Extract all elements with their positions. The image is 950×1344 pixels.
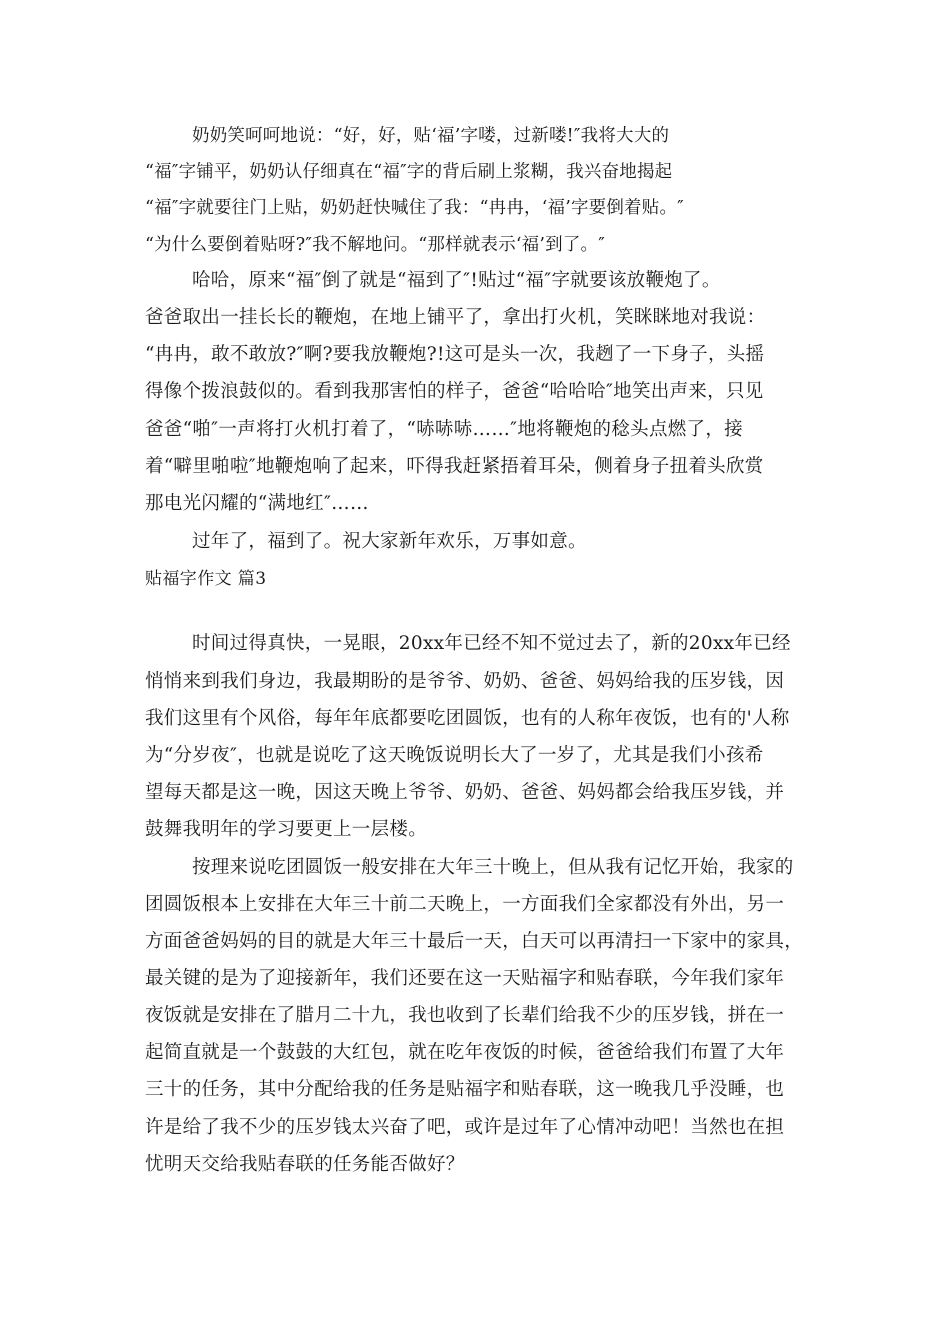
text-line: 按理来说吃团圆饭一般安排在大年三十晚上，但从我有记忆开始，我家的 <box>192 857 794 878</box>
text-line: “冉冉，敢不敢放?″啊?要我放鞭炮?!这可是头一次，我趔了一下身子，头摇 <box>145 344 765 365</box>
text-line: 我们这里有个风俗，每年年底都要吃团圆饭，也有的人称年夜饭，也有的'人称 <box>145 708 790 729</box>
text-line: 奶奶笑呵呵地说：“好，好，贴‘福’字喽，过新喽!″我将大大的 <box>192 126 670 146</box>
text-line: 三十的任务，其中分配给我的任务是贴福字和贴春联，这一晚我几乎没睡，也 <box>145 1079 785 1100</box>
text-line: 望每天都是这一晚，因这天晚上爷爷、奶奶、爸爸、妈妈都会给我压岁钱，并 <box>145 782 785 803</box>
text-line: “福″字就要往门上贴，奶奶赶快喊住了我：“冉冉，‘福’字要倒着贴。″ <box>145 198 684 218</box>
text-line: 哈哈，原来“福″倒了就是“福到了″!贴过“福″字就要该放鞭炮了。 <box>192 270 721 291</box>
text-line: 夜饭就是安排在了腊月二十九，我也收到了长辈们给我不少的压岁钱，拼在一 <box>145 1005 785 1026</box>
text-line: 爸爸取出一挂长长的鞭炮，在地上铺平了，拿出打火机，笑眯眯地对我说： <box>145 307 766 328</box>
text-line: 那电光闪耀的“满地红″…… <box>145 493 369 514</box>
text-line: 最关键的是为了迎接新年，我们还要在这一天贴福字和贴春联，今年我们家年 <box>145 968 785 989</box>
text-line: 得像个拨浪鼓似的。看到我那害怕的样子，爸爸“哈哈哈″地笑出声来，只见 <box>145 381 764 402</box>
text-line: “为什么要倒着贴呀?″我不解地问。“那样就表示‘福’到了。″ <box>145 235 605 255</box>
text-line: “福″字铺平，奶奶认仔细真在“福″字的背后刷上浆糊，我兴奋地揭起 <box>145 162 673 182</box>
text-line: 团圆饭根本上安排在大年三十前二天晚上，一方面我们全家都没有外出，另一 <box>145 894 785 915</box>
text-line: 着“噼里啪啦″地鞭炮响了起来，吓得我赶紧捂着耳朵，侧着身子扭着头欣赏 <box>145 456 764 477</box>
text-line: 起简直就是一个鼓鼓的大红包，就在吃年夜饭的时候，爸爸给我们布置了大年 <box>145 1042 785 1063</box>
section-heading: 贴福字作文 篇3 <box>145 569 267 589</box>
text-line: 时间过得真快，一晃眼，20xx年已经不知不觉过去了，新的20xx年已经 <box>192 633 791 654</box>
text-line: 悄悄来到我们身边，我最期盼的是爷爷、奶奶、爸爸、妈妈给我的压岁钱，因 <box>145 671 785 692</box>
text-line: 为“分岁夜″，也就是说吃了这天晚饭说明长大了一岁了，尤其是我们小孩希 <box>145 745 764 766</box>
text-line: 许是给了我不少的压岁钱太兴奋了吧，或许是过年了心情冲动吧！当然也在担 <box>145 1117 785 1138</box>
text-line: 方面爸爸妈妈的目的就是大年三十最后一天，白天可以再清扫一下家中的家具， <box>145 931 804 952</box>
text-line: 过年了，福到了。祝大家新年欢乐，万事如意。 <box>192 531 587 552</box>
text-line: 忧明天交给我贴春联的任务能否做好？ <box>145 1154 465 1175</box>
text-line: 爸爸“啪″一声将打火机打着了，“哧哧哧……″地将鞭炮的稔头点燃了，接 <box>145 419 743 440</box>
text-line: 鼓舞我明年的学习要更上一层楼。 <box>145 819 428 840</box>
